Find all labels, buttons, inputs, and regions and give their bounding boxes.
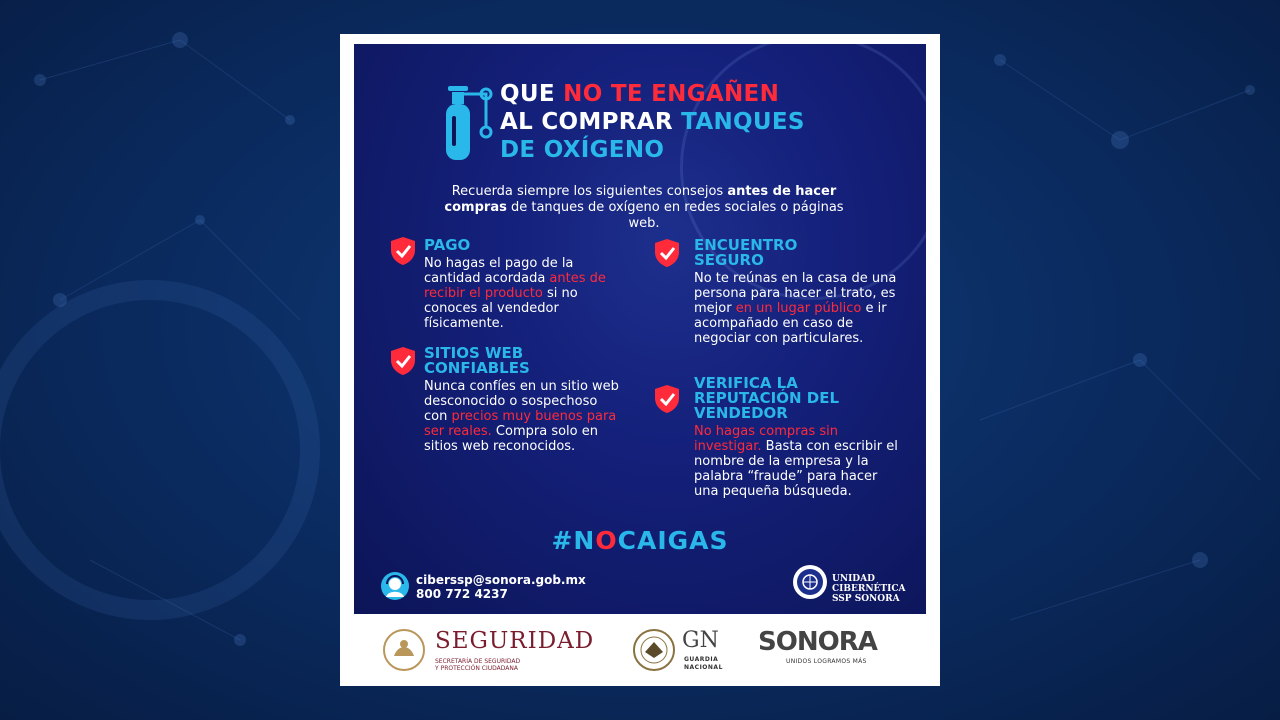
footer-logos xyxy=(340,614,940,686)
seguridad-subtitle: SECRETARÍA DE SEGURIDAD Y PROTECCIÓN CIUDADANA xyxy=(435,658,521,672)
contact-phone[interactable]: 800 772 4237 xyxy=(416,587,508,601)
tip-sitios-web: SITIOS WEB CONFIABLES Nunca confíes en un sitio web desconocido o sospechoso con precios muy buenos para ser reales. Compra solo en sitios web reconocidos. xyxy=(424,344,619,454)
gn-subtitle: GUARDIA NACIONAL xyxy=(684,656,723,671)
oxygen-tank-icon xyxy=(442,76,498,166)
cyber-unit-logo: UNIDAD CIBERNÉTICA SSP SONORA xyxy=(792,564,828,604)
poster-title xyxy=(500,80,805,164)
title-line-1: QUE NO TE ENGAÑEN xyxy=(500,81,780,107)
tip-verifica-reputacion: VERIFICA LA REPUTACIÓN DEL VENDEDOR No hagas compras sin investigar. Basta con escribir el nombre de la empresa y la palabra “fraude” para hacer una pequeña búsqueda. xyxy=(694,374,898,499)
cyber-unit-seal-icon xyxy=(792,564,828,600)
support-agent-icon xyxy=(380,571,410,601)
intro-text: Recuerda siempre los siguientes consejos antes de hacer compras de tanques de oxígeno en redes sociales o páginas web. xyxy=(444,184,844,231)
shield-check-icon xyxy=(390,236,416,266)
sonora-slogan: UNIDOS LOGRAMOS MÁS xyxy=(786,658,867,665)
contact-info xyxy=(380,571,586,604)
tip-encuentro-seguro: ENCUENTRO SEGURO No te reúnas en la casa de una persona para hacer el trato, es mejor en un lugar público e ir acompañado en caso de negociar con particulares. xyxy=(694,236,897,346)
background-seal-icon xyxy=(0,290,310,610)
infographic-card xyxy=(340,34,940,686)
shield-check-icon xyxy=(654,238,680,268)
shield-check-icon xyxy=(390,346,416,376)
guardia-nacional-seal-icon xyxy=(632,628,676,672)
tip-pago: PAGO No hagas el pago de la cantidad acordada antes de recibir el producto si no conoces al vendedor físicamente. xyxy=(424,236,606,331)
title-line-2: AL COMPRAR TANQUES xyxy=(500,109,805,135)
gn-logo-text: GN xyxy=(682,628,719,653)
sonora-logo-text: SONORA xyxy=(758,627,877,657)
shield-check-icon xyxy=(654,384,680,414)
poster xyxy=(354,44,926,614)
hashtag-nocaigas: #NOCAIGAS xyxy=(551,526,729,555)
title-line-3: DE OXÍGENO xyxy=(500,137,665,163)
seguridad-logo-text: SEGURIDAD xyxy=(435,628,595,654)
contact-email[interactable]: ciberssp@sonora.gob.mx xyxy=(416,573,586,587)
mexico-coat-of-arms-icon xyxy=(382,628,426,672)
